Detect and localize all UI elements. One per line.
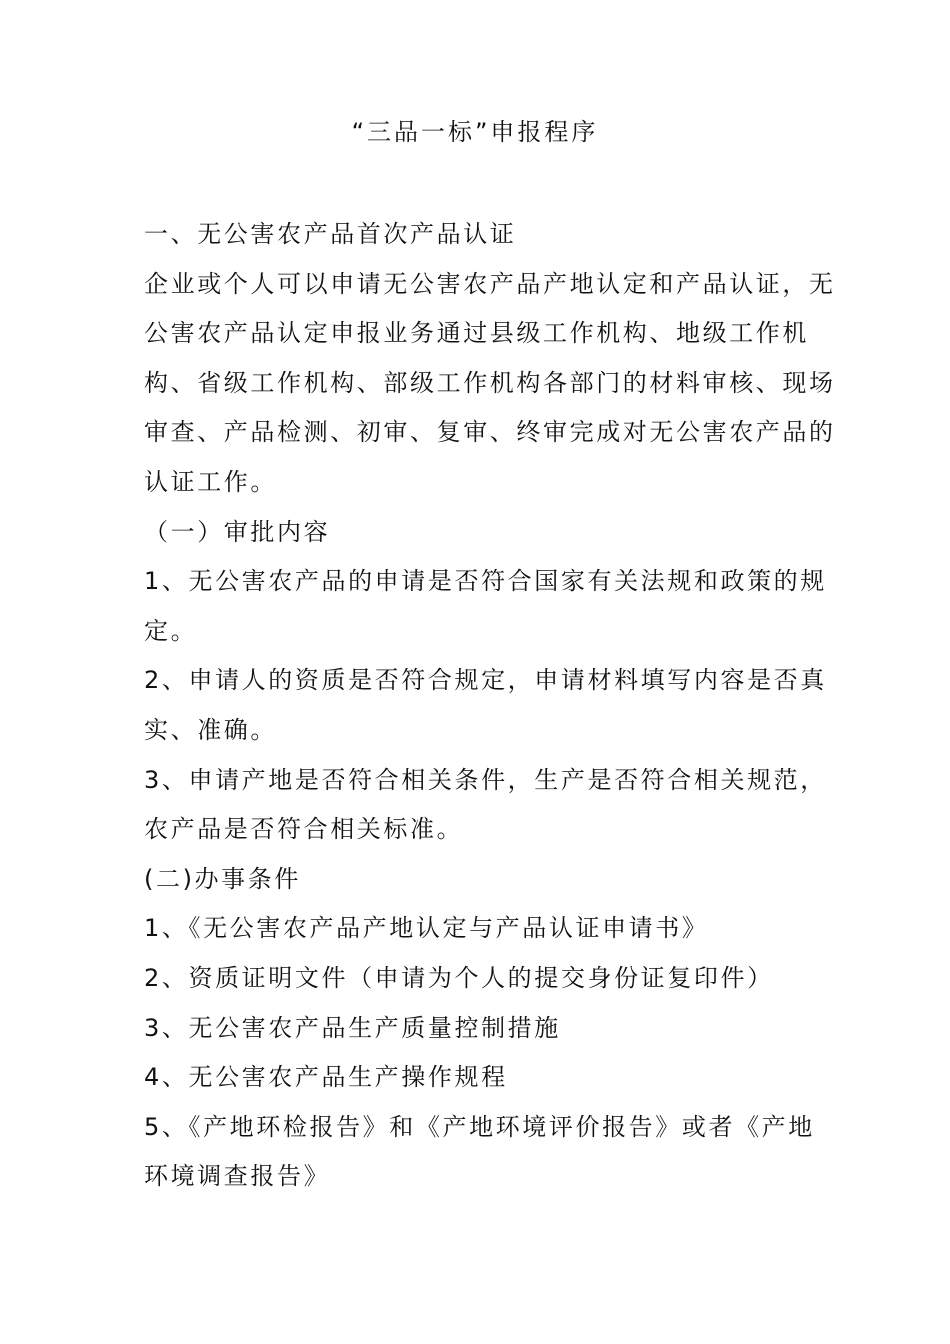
body-text-line: 认证工作。	[144, 467, 277, 496]
list-item-line: 1、无公害农产品的申请是否符合国家有关法规和政策的规	[144, 567, 827, 596]
body-text-line: 构、省级工作机构、部级工作机构各部门的材料审核、现场	[144, 368, 836, 397]
list-item-line: 定。	[144, 616, 198, 645]
list-item-line: 实、准确。	[144, 715, 277, 744]
list-item-line: 3、无公害农产品生产质量控制措施	[144, 1013, 561, 1042]
list-item-line: 环境调查报告》	[144, 1162, 331, 1191]
subsection-heading: (二)办事条件	[144, 864, 301, 893]
list-item-line: 4、无公害农产品生产操作规程	[144, 1063, 508, 1092]
document-title: “三品一标”申报程序	[351, 118, 599, 146]
body-text-line: 企业或个人可以申请无公害农产品产地认定和产品认证，无	[144, 269, 836, 298]
list-item-line: 2、申请人的资质是否符合规定，申请材料填写内容是否真	[144, 666, 827, 695]
list-item-line: 2、资质证明文件（申请为个人的提交身份证复印件）	[144, 963, 774, 992]
document-body	[144, 210, 836, 1202]
list-item-line: 3、申请产地是否符合相关条件，生产是否符合相关规范，	[144, 765, 827, 794]
subsection-heading: （一）审批内容	[144, 517, 331, 546]
list-item-line: 农产品是否符合相关标准。	[144, 815, 464, 844]
section-heading: 一、无公害农产品首次产品认证	[144, 220, 517, 248]
list-item-line: 1、《无公害农产品产地认定与产品认证申请书》	[144, 914, 709, 943]
list-item-line: 5、《产地环检报告》和《产地环境评价报告》或者《产地	[144, 1112, 815, 1141]
body-text-line: 公害农产品认定申报业务通过县级工作机构、地级工作机	[144, 319, 809, 348]
body-text-line: 审查、产品检测、初审、复审、终审完成对无公害农产品的	[144, 418, 836, 447]
